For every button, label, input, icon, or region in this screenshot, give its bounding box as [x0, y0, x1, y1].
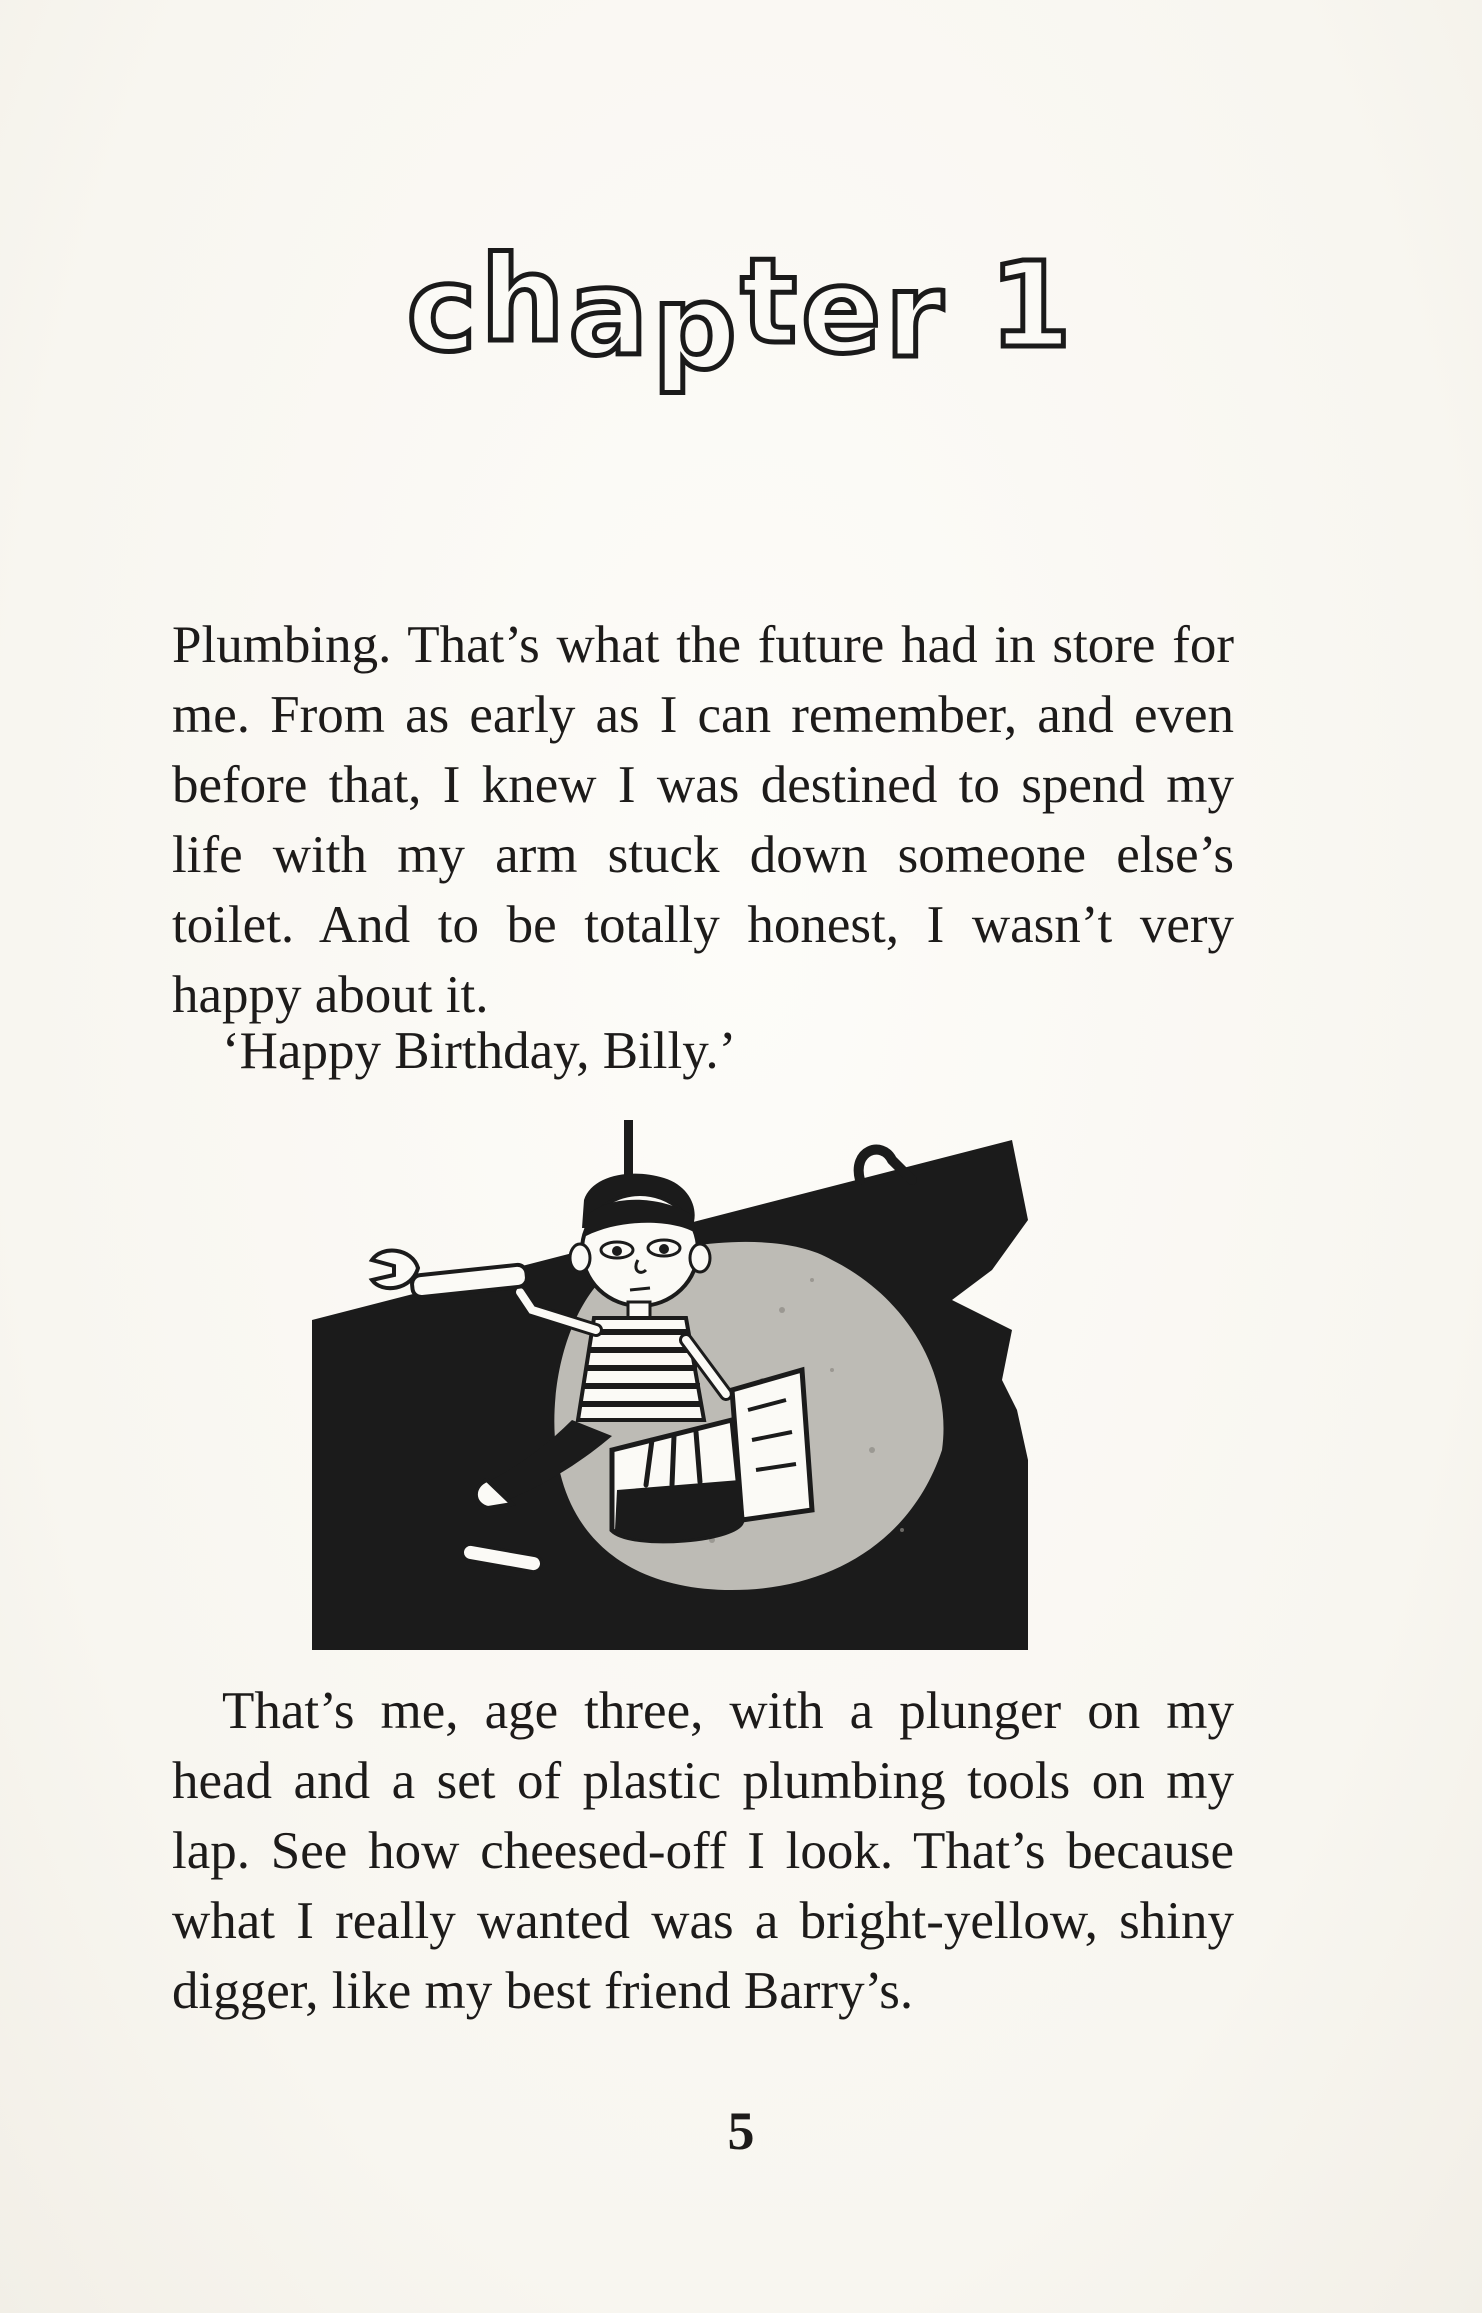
page-number: 5 — [727, 2101, 755, 2161]
chapter-letter: c — [406, 240, 481, 378]
chapter-letter: t — [740, 232, 802, 370]
chapter-letter: r — [885, 246, 948, 384]
chapter-letter: p — [652, 258, 741, 396]
caption-paragraph: That’s me, age three, with a plunger on my head and a set of plastic plumbing tools on my lap. See how cheesed-off I look. That’s because what I really wanted was a bright-yellow, shiny digger, like my best friend Barry’s. — [172, 1682, 1234, 2020]
chapter-heading — [0, 230, 1482, 396]
boy-with-plunger-illustration — [312, 1120, 1072, 1650]
dialogue-line: ‘Happy Birthday, Billy.’ — [222, 1022, 737, 1080]
chapter-letter: a — [568, 244, 653, 382]
opening-paragraph: Plumbing. That’s what the future had in store for me. From as early as I can remember, and even before that, I knew I was destined to spend my life with my arm stuck down someone else’s toilet. And to be totally honest, I wasn’t very happy about it. — [172, 616, 1234, 1024]
chapter-number: 1 — [989, 236, 1076, 374]
chapter-letter: h — [480, 230, 569, 368]
chapter-letter: e — [801, 242, 886, 380]
